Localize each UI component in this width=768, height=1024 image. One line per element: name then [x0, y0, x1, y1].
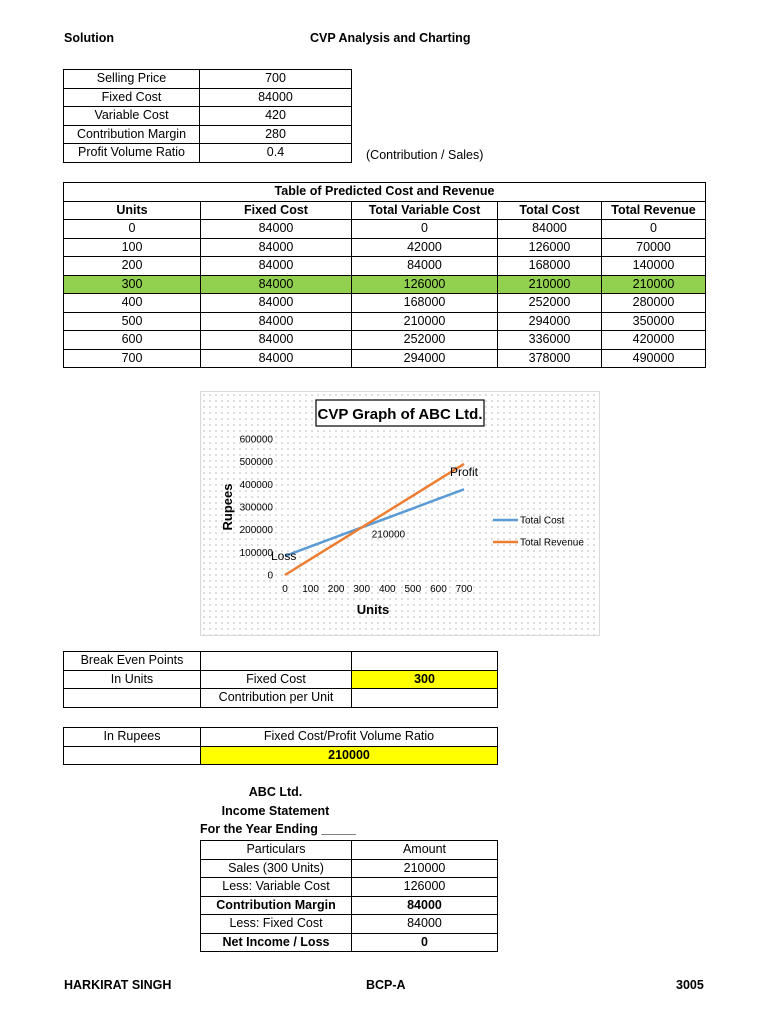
- cell-units: 0: [64, 220, 201, 239]
- break-even-rupees-table: [63, 727, 498, 765]
- cell-total-variable-cost: 126000: [352, 275, 498, 294]
- table-row: [64, 257, 706, 276]
- income-particular: Less: Fixed Cost: [201, 915, 352, 934]
- x-tick-label: 0: [282, 584, 288, 595]
- cell-total-variable-cost: 84000: [352, 257, 498, 276]
- col-header-particulars: Particulars: [201, 841, 352, 860]
- blank-cell: [64, 689, 201, 708]
- table-row: [201, 859, 498, 878]
- blank-cell: [352, 652, 498, 671]
- cell-total-revenue: 490000: [602, 349, 706, 368]
- cell-total-cost: 252000: [498, 294, 602, 313]
- break-even-units-label: In Units: [64, 670, 201, 689]
- table-row: [64, 275, 706, 294]
- summary-label: Fixed Cost: [64, 88, 200, 107]
- cell-total-cost: 126000: [498, 238, 602, 257]
- break-even-units-value: 300: [352, 670, 498, 689]
- income-amount: 0: [352, 933, 498, 952]
- cell-total-variable-cost: 210000: [352, 312, 498, 331]
- legend-label: Total Revenue: [520, 537, 584, 549]
- summary-row: [64, 70, 352, 89]
- table-row: [201, 878, 498, 897]
- col-header-total-variable-cost: Total Variable Cost: [352, 201, 498, 220]
- y-tick-label: 500000: [239, 457, 273, 469]
- y-tick-label: 300000: [239, 502, 273, 514]
- cell-units: 400: [64, 294, 201, 313]
- summary-value: 84000: [200, 88, 352, 107]
- header-solution: Solution: [64, 31, 114, 45]
- break-even-units-denominator: Contribution per Unit: [201, 689, 352, 708]
- break-even-heading: Break Even Points: [64, 652, 201, 671]
- x-axis-label: Units: [356, 602, 390, 617]
- cell-fixed-cost: 84000: [201, 331, 352, 350]
- chart-annotation: Profit: [450, 464, 479, 479]
- summary-table: [63, 69, 352, 163]
- summary-row: [64, 88, 352, 107]
- cell-total-cost: 294000: [498, 312, 602, 331]
- summary-label: Profit Volume Ratio: [64, 144, 200, 163]
- cell-total-variable-cost: 42000: [352, 238, 498, 257]
- summary-value: 280: [200, 125, 352, 144]
- cell-fixed-cost: 84000: [201, 257, 352, 276]
- col-header-fixed-cost: Fixed Cost: [201, 201, 352, 220]
- y-axis-label: Rupees: [220, 483, 235, 531]
- table-row: [64, 220, 706, 239]
- x-tick-label: 400: [378, 584, 396, 595]
- x-tick-label: 500: [404, 584, 422, 595]
- prediction-table-title: Table of Predicted Cost and Revenue: [64, 183, 706, 202]
- series-line-total-revenue: [285, 464, 464, 575]
- summary-row: [64, 144, 352, 163]
- cell-units: 500: [64, 312, 201, 331]
- cell-total-revenue: 280000: [602, 294, 706, 313]
- prediction-table: [63, 182, 706, 368]
- col-header-total-revenue: Total Revenue: [602, 201, 706, 220]
- footer-section: BCP-A: [366, 978, 406, 992]
- cell-total-cost: 210000: [498, 275, 602, 294]
- summary-label: Contribution Margin: [64, 125, 200, 144]
- cell-total-cost: 168000: [498, 257, 602, 276]
- summary-value: 0.4: [200, 144, 352, 163]
- blank-cell: [352, 689, 498, 708]
- income-amount: 210000: [352, 859, 498, 878]
- x-tick-label: 600: [430, 584, 447, 595]
- income-particular: Sales (300 Units): [201, 859, 352, 878]
- cell-fixed-cost: 84000: [201, 349, 352, 368]
- break-even-table: [63, 651, 498, 708]
- cell-fixed-cost: 84000: [201, 275, 352, 294]
- table-row: [201, 915, 498, 934]
- table-row: [201, 933, 498, 952]
- blank-cell: [201, 652, 352, 671]
- income-period: For the Year Ending _____: [200, 822, 357, 836]
- cell-units: 700: [64, 349, 201, 368]
- cvp-chart-svg: [201, 392, 599, 635]
- cell-units: 600: [64, 331, 201, 350]
- summary-value: 420: [200, 107, 352, 126]
- summary-label: Variable Cost: [64, 107, 200, 126]
- cell-total-cost: 336000: [498, 331, 602, 350]
- break-even-rupees-value: 210000: [201, 746, 498, 765]
- y-tick-label: 0: [267, 570, 273, 582]
- cell-total-variable-cost: 168000: [352, 294, 498, 313]
- break-even-units-numerator: Fixed Cost: [201, 670, 352, 689]
- cell-total-revenue: 0: [602, 220, 706, 239]
- cell-fixed-cost: 84000: [201, 220, 352, 239]
- pv-ratio-note: (Contribution / Sales): [366, 148, 484, 162]
- y-tick-label: 100000: [239, 547, 273, 559]
- blank-cell: [64, 746, 201, 765]
- cell-total-revenue: 70000: [602, 238, 706, 257]
- break-even-rupees-label: In Rupees: [64, 728, 201, 747]
- cell-fixed-cost: 84000: [201, 238, 352, 257]
- col-header-total-cost: Total Cost: [498, 201, 602, 220]
- x-tick-label: 300: [353, 584, 371, 595]
- income-amount: 84000: [352, 896, 498, 915]
- cell-total-cost: 84000: [498, 220, 602, 239]
- cell-total-variable-cost: 294000: [352, 349, 498, 368]
- cell-total-variable-cost: 0: [352, 220, 498, 239]
- footer-roll: 3005: [676, 978, 704, 992]
- cell-fixed-cost: 84000: [201, 294, 352, 313]
- cell-total-variable-cost: 252000: [352, 331, 498, 350]
- table-row: [64, 238, 706, 257]
- series-line-total-cost: [285, 489, 464, 556]
- summary-value: 700: [200, 70, 352, 89]
- chart-title: CVP Graph of ABC Ltd.: [317, 406, 483, 423]
- cell-total-revenue: 350000: [602, 312, 706, 331]
- income-company: ABC Ltd.: [248, 785, 303, 799]
- col-header-amount: Amount: [352, 841, 498, 860]
- cell-total-cost: 378000: [498, 349, 602, 368]
- chart-annotation: Loss: [271, 548, 297, 563]
- y-tick-label: 600000: [239, 434, 273, 446]
- table-row: [201, 896, 498, 915]
- cell-units: 300: [64, 275, 201, 294]
- cell-total-revenue: 420000: [602, 331, 706, 350]
- summary-row: [64, 125, 352, 144]
- income-particular: Less: Variable Cost: [201, 878, 352, 897]
- summary-row: [64, 107, 352, 126]
- footer-author: HARKIRAT SINGH: [64, 978, 172, 992]
- summary-label: Selling Price: [64, 70, 200, 89]
- cell-total-revenue: 210000: [602, 275, 706, 294]
- table-row: [64, 294, 706, 313]
- break-even-rupees-formula: Fixed Cost/Profit Volume Ratio: [201, 728, 498, 747]
- table-row: [64, 331, 706, 350]
- income-particular: Net Income / Loss: [201, 933, 352, 952]
- x-tick-label: 700: [455, 584, 473, 595]
- x-tick-label: 200: [327, 584, 345, 595]
- col-header-units: Units: [64, 201, 201, 220]
- income-amount: 126000: [352, 878, 498, 897]
- cvp-chart: [200, 391, 600, 636]
- y-tick-label: 200000: [239, 525, 273, 537]
- header-title: CVP Analysis and Charting: [310, 31, 471, 45]
- table-row: [64, 312, 706, 331]
- income-statement-table: [200, 840, 498, 952]
- y-tick-label: 400000: [239, 479, 273, 491]
- table-row: [64, 349, 706, 368]
- chart-annotation: 210000: [371, 529, 406, 541]
- x-tick-label: 100: [302, 584, 319, 595]
- cell-units: 200: [64, 257, 201, 276]
- cell-units: 100: [64, 238, 201, 257]
- income-particular: Contribution Margin: [201, 896, 352, 915]
- cell-total-revenue: 140000: [602, 257, 706, 276]
- legend-label: Total Cost: [520, 515, 565, 527]
- cell-fixed-cost: 84000: [201, 312, 352, 331]
- income-amount: 84000: [352, 915, 498, 934]
- income-title: Income Statement: [221, 804, 330, 818]
